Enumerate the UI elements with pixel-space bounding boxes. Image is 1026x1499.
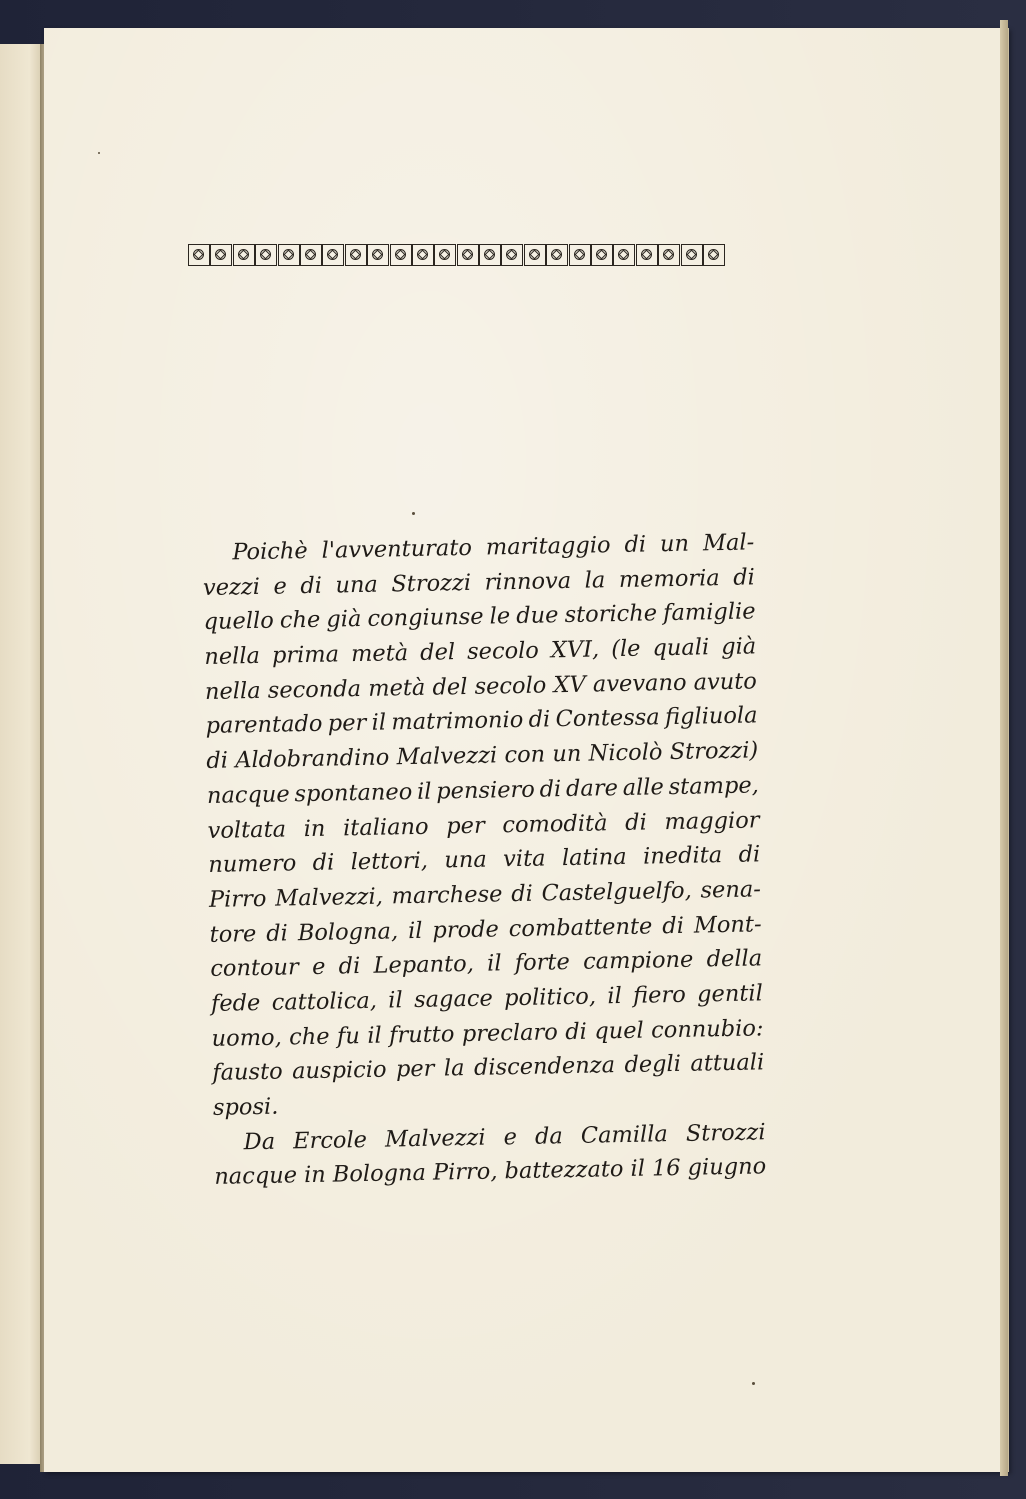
word: Ercole	[292, 1126, 368, 1155]
word: dare	[565, 774, 619, 802]
word: contour	[210, 954, 300, 983]
word: di	[624, 531, 647, 558]
ornamental-border-icon	[210, 244, 232, 266]
word: vita	[502, 845, 546, 873]
word: storiche	[564, 600, 658, 629]
ornamental-border-icon	[278, 244, 300, 266]
word: di	[312, 849, 335, 877]
paper-speck	[98, 152, 100, 154]
word: seconda	[267, 675, 362, 704]
word: uomo,	[211, 1024, 282, 1052]
word: che	[288, 1023, 330, 1051]
word: sena-	[700, 876, 762, 904]
ornamental-border-icon	[613, 244, 635, 266]
ornamental-border-icon	[367, 244, 389, 266]
word: la	[584, 566, 606, 594]
word: Strozzi)	[669, 737, 759, 766]
word: connubio:	[650, 1014, 764, 1044]
word: del	[419, 639, 456, 666]
word: e	[311, 953, 326, 981]
word: quel	[594, 1017, 644, 1045]
word: gentil	[696, 980, 764, 1008]
page-text	[202, 525, 767, 1195]
word: sagace	[413, 985, 494, 1013]
word: nacque	[206, 781, 290, 809]
word: il	[367, 1022, 382, 1049]
word: la	[443, 1055, 465, 1082]
word: secolo	[466, 637, 540, 665]
word: latina	[561, 844, 627, 872]
ornamental-border-icon	[479, 244, 501, 266]
word: fiero	[632, 981, 687, 1009]
word: le	[489, 603, 511, 630]
word: il	[630, 1155, 646, 1183]
word: Pirro	[208, 885, 267, 913]
word: Malvezzi,	[274, 883, 384, 912]
word: voltata	[207, 815, 287, 844]
word: Malvezzi	[396, 742, 498, 771]
word: cattolica,	[271, 987, 378, 1016]
ornamental-border-icon	[658, 244, 680, 266]
word: maggior	[664, 806, 760, 835]
word: parentado	[205, 711, 323, 740]
word: congiunse	[367, 603, 484, 633]
word: battezzato	[504, 1156, 624, 1185]
word: per	[445, 812, 485, 839]
ornamental-border-icon	[546, 244, 568, 266]
word: nella	[204, 677, 261, 705]
word: discendenza	[473, 1052, 616, 1082]
word: con	[504, 741, 546, 769]
word: metà	[350, 640, 409, 668]
word: prode	[432, 915, 500, 944]
word: quali	[652, 634, 710, 662]
word: combattente	[508, 912, 653, 942]
word: secolo	[474, 672, 547, 700]
ornamental-border-icon	[300, 244, 322, 266]
word: Strozzi	[685, 1118, 766, 1147]
word: di	[338, 953, 361, 980]
word: Bologna,	[297, 917, 399, 946]
ornamental-border-icon	[569, 244, 591, 266]
word: il	[388, 987, 403, 1014]
word: 16	[651, 1155, 681, 1182]
word: l'avventurato	[321, 534, 473, 564]
word: stampe,	[668, 772, 760, 800]
left-page-edge	[0, 44, 44, 1464]
ornamental-border-icon	[345, 244, 367, 266]
ornamental-border-icon	[188, 244, 210, 266]
word: una	[444, 846, 487, 874]
word: spontaneo	[294, 778, 413, 808]
word: XV	[553, 671, 586, 699]
word: due	[516, 602, 559, 630]
word: Nicolò	[588, 739, 663, 767]
word: del	[432, 673, 468, 701]
word: auspicio	[291, 1056, 387, 1085]
word: già	[326, 606, 362, 633]
word: di	[266, 919, 289, 947]
ornamental-border-icon	[501, 244, 523, 266]
word: di	[528, 706, 551, 734]
word: di	[300, 572, 323, 599]
word: inedita	[642, 842, 723, 870]
word: Mont-	[693, 910, 762, 939]
word: politico,	[503, 983, 597, 1012]
word: matrimonio	[391, 707, 524, 736]
paper-speck	[752, 1382, 755, 1385]
word: Pirro,	[432, 1158, 498, 1187]
word: metà	[367, 674, 426, 702]
ornamental-border-icon	[233, 244, 255, 266]
word: Camilla	[580, 1120, 669, 1149]
word: Castelguelfo,	[541, 877, 692, 907]
word: Bologna	[332, 1160, 427, 1188]
ornamental-border-icon	[703, 244, 725, 266]
word: vezzi	[202, 573, 261, 601]
word: frutto	[388, 1020, 455, 1049]
word: quello	[203, 608, 275, 636]
word: sposi.	[212, 1093, 279, 1121]
word: e	[273, 573, 288, 600]
word: italiano	[342, 813, 429, 841]
ornamental-border-icon	[457, 244, 479, 266]
word: degli	[624, 1051, 682, 1079]
word: Strozzi	[391, 569, 472, 598]
word: fu	[336, 1022, 361, 1050]
word: il	[371, 709, 387, 737]
word: di	[510, 880, 534, 908]
word: per	[327, 710, 367, 738]
word: di	[539, 775, 562, 803]
page-right-edge	[1000, 20, 1008, 1476]
paper-speck	[412, 512, 415, 515]
word: e	[503, 1123, 518, 1151]
word: in	[303, 815, 326, 842]
ornamental-border-icon	[390, 244, 412, 266]
word: avevano	[592, 669, 687, 698]
word: di	[565, 1018, 588, 1045]
ornamental-border-icon	[412, 244, 434, 266]
word: Lepanto,	[373, 951, 475, 980]
word: marchese	[391, 881, 503, 910]
word: numero	[208, 850, 297, 879]
word: un	[552, 740, 582, 768]
word: nacque	[214, 1162, 298, 1191]
word: una	[335, 571, 379, 599]
word: Poichè	[232, 537, 308, 566]
word: un	[659, 530, 690, 558]
word: preclaro	[461, 1018, 559, 1047]
ornamental-border-icon	[636, 244, 658, 266]
word: Aldobrandino	[234, 744, 390, 774]
word: fausto	[212, 1058, 283, 1087]
word: di	[206, 747, 229, 775]
word: XVI,	[550, 636, 600, 664]
ornamental-border-icon	[255, 244, 277, 266]
word: che	[279, 607, 321, 634]
word: (le	[610, 635, 641, 663]
word: della	[706, 945, 763, 973]
word: il	[486, 950, 502, 977]
word: il	[416, 778, 432, 805]
ornamental-border-icon	[591, 244, 613, 266]
word: nella	[204, 642, 261, 671]
word: in	[303, 1162, 326, 1189]
word: giugno	[687, 1153, 767, 1182]
word: tore	[209, 920, 257, 948]
word: di	[732, 564, 756, 591]
word: il	[607, 982, 623, 1010]
word: di	[624, 809, 648, 836]
word: Malvezzi	[384, 1124, 486, 1153]
word: prima	[271, 641, 340, 669]
word: per	[395, 1055, 435, 1083]
word: pensiero	[436, 776, 536, 805]
word: forte	[514, 949, 571, 977]
word: fede	[210, 989, 261, 1017]
word: memoria	[618, 564, 720, 593]
word: avuto	[693, 668, 758, 696]
word: maritaggio	[485, 532, 611, 561]
word: Mal-	[702, 529, 755, 557]
word: figliuola	[664, 702, 758, 731]
word: comodità	[502, 809, 608, 838]
ornamental-border-icon	[681, 244, 703, 266]
ornamental-border	[188, 244, 726, 268]
ornamental-border-icon	[322, 244, 344, 266]
word: Contessa	[555, 704, 660, 733]
word: di	[662, 912, 685, 939]
ornamental-border-icon	[434, 244, 456, 266]
word: rinnova	[484, 567, 572, 596]
ornamental-border-icon	[524, 244, 546, 266]
word: il	[407, 917, 423, 944]
word: da	[534, 1122, 564, 1150]
word: famiglie	[662, 598, 756, 627]
word: lettori,	[350, 847, 429, 876]
word: alle	[622, 773, 665, 801]
word: campione	[582, 946, 694, 976]
word: di	[738, 841, 761, 868]
word: già	[720, 633, 757, 661]
word: Da	[243, 1128, 276, 1155]
word: attuali	[690, 1049, 765, 1078]
